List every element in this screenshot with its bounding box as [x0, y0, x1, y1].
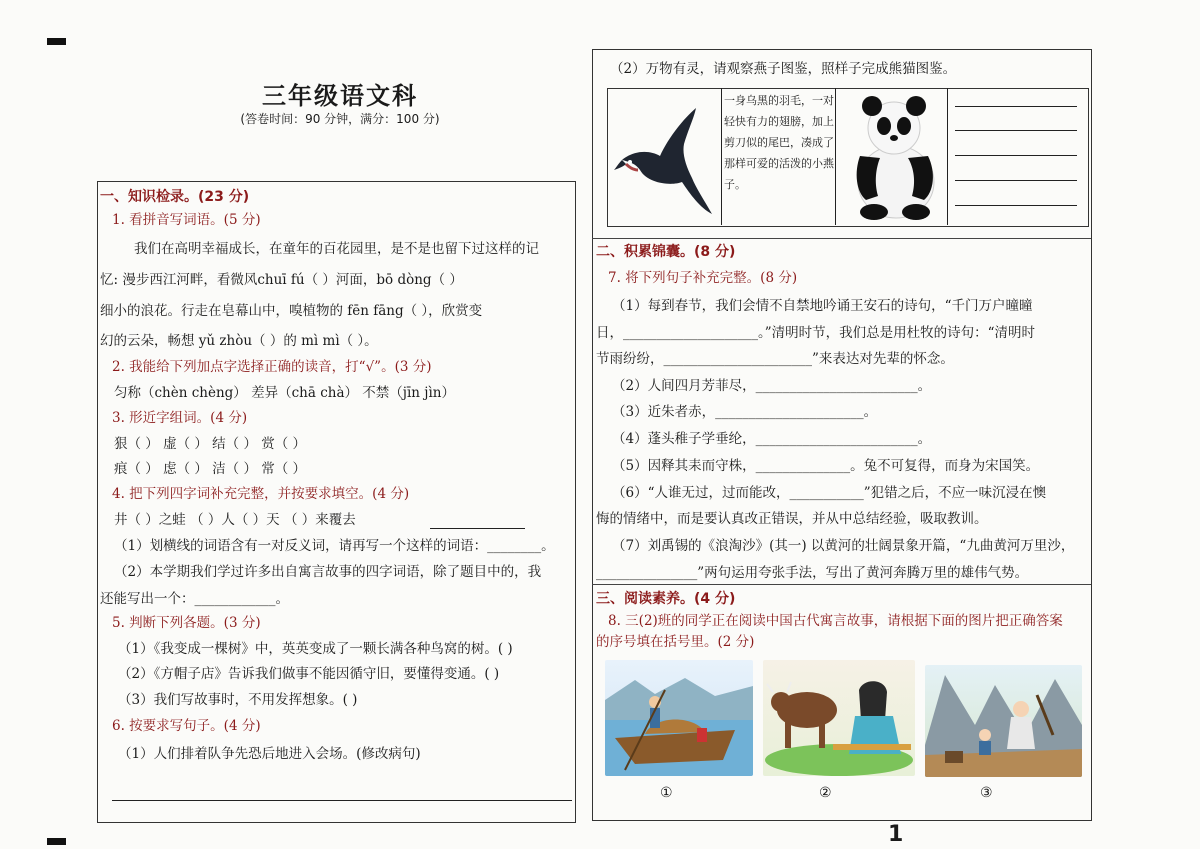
fable-image-ox: [763, 660, 915, 776]
q6-answer-line[interactable]: [112, 800, 572, 801]
q1-text-line: 我们在高明幸福成长，在童年的百花园里，是不是也留下过这样的记: [134, 241, 539, 257]
q7-line: 悔的情绪中，而是要认真改正错误，并从中总结经验，吸取教训。: [596, 511, 988, 527]
q7-line: （7）刘禹锡的《浪淘沙》(其一) 以黄河的壮阔景象开篇，“九曲黄河万里沙，: [612, 538, 1075, 554]
q4-title: 4. 把下列四字词补充完整，并按要求填空。(4 分): [112, 486, 410, 502]
q3-title: 3. 形近字组词。(4 分): [112, 410, 248, 426]
section2-title: 二、积累锦囊。(8 分): [596, 244, 736, 260]
q4-sub2-cont: 还能写出一个：____________。: [100, 591, 289, 607]
panda-image: [846, 92, 942, 222]
panda-answer-line[interactable]: [955, 130, 1077, 131]
q7-line: _______________”两句运用夸张手法，写出了黄河奔腾万里的雄伟气势。: [596, 565, 1029, 581]
q4-sub1: （1）划横线的词语含有一对反义词，请再写一个这样的词语：________。: [114, 538, 555, 554]
section-divider: [592, 238, 1091, 239]
q5-title: 5. 判断下列各题。(3 分): [112, 615, 261, 631]
section1-title: 一、知识检录。(23 分): [100, 189, 250, 205]
q7-line: 节雨纷纷，______________________”来表达对先辈的怀念。: [596, 351, 954, 367]
q4-sub2: （2）本学期我们学过许多出自寓言故事的四字词语，除了题目中的，我: [114, 564, 542, 580]
section3-title: 三、阅读素养。(4 分): [596, 591, 736, 607]
q2-options: 匀称（chèn chèng） 差异（chā chà） 不禁（jīn jìn）: [114, 385, 455, 401]
q1-text-line: 幻的云朵，畅想 yǔ zhòu（ ）的 mì mì（ ）。: [100, 333, 378, 349]
image-guide-intro: （2）万物有灵，请观察燕子图鉴，照样子完成熊猫图鉴。: [610, 61, 957, 77]
q8-line: 的序号填在括号里。(2 分): [596, 634, 755, 650]
q6-title: 6. 按要求写句子。(4 分): [112, 718, 261, 734]
q7-line: （4）蓬头稚子学垂纶，________________________。: [612, 431, 932, 447]
q7-line: （1）每到春节，我们会情不自禁地吟诵王安石的诗句，“千门万户曈曈: [612, 298, 1033, 314]
swallow-image: [612, 100, 718, 218]
q1-text-line: 细小的浪花。行走在皂幕山中，嗅植物的 fēn fāng（ ），欣赏变: [100, 303, 483, 319]
swallow-description: 一身乌黑的羽毛，一对轻快有力的翅膀，加上剪刀似的尾巴，凑成了那样可爱的活泼的小燕子。: [724, 94, 834, 191]
q7-line: 日，____________________。”清明时节，我们总是用杜牧的诗句：“清明时: [596, 325, 1036, 341]
q7-line: （5）因释其耒而守株，______________。兔不可复得，而身为宋国笑。: [612, 458, 1040, 474]
picture-label: ②: [819, 785, 832, 801]
fable-image-boat: [605, 660, 753, 776]
exam-subtitle: (答卷时间：90 分钟，满分：100 分): [240, 112, 440, 126]
panda-answer-line[interactable]: [955, 205, 1077, 206]
panda-answer-line[interactable]: [955, 155, 1077, 156]
picture-label: ③: [980, 785, 993, 801]
exam-title: 三年级语文科: [262, 81, 418, 110]
q3-row: 狠（ ） 虚（ ） 结（ ） 赏（ ）: [114, 436, 307, 452]
q5-item: （1）《我变成一棵树》中，英英变成了一颗长满各种鸟窝的树。( ): [118, 641, 513, 657]
q4-words: 井（ ）之蛙 （ ）人（ ）天 （ ）来覆去: [114, 512, 356, 528]
q1-text-line: 忆: 漫步西江河畔，看微风chuī fú（ ）河面，bō dòng（ ）: [100, 272, 463, 288]
q8-line: 8. 三(2)班的同学正在阅读中国古代寓言故事，请根据下面的图片把正确答案: [608, 613, 1063, 629]
q3-row: 痕（ ） 虑（ ） 洁（ ） 常（ ）: [114, 461, 307, 477]
panda-answer-line[interactable]: [955, 180, 1077, 181]
q6-sub1: （1）人们排着队争先恐后地进入会场。(修改病句): [118, 746, 421, 762]
picture-label: ①: [660, 785, 673, 801]
q7-line: （3）近朱者赤，______________________。: [612, 404, 878, 420]
fable-image-mountain: [925, 665, 1082, 777]
q5-item: （3）我们写故事时，不用发挥想象。( ): [118, 692, 358, 708]
q7-title: 7. 将下列句子补充完整。(8 分): [608, 270, 798, 286]
registration-mark-top: [47, 38, 66, 45]
section-divider: [592, 584, 1091, 585]
q1-title: 1. 看拼音写词语。(5 分): [112, 212, 261, 228]
panda-answer-line[interactable]: [955, 106, 1077, 107]
q2-title: 2. 我能给下列加点字选择正确的读音，打“√”。(3 分): [112, 359, 432, 375]
q5-item: （2）《方帽子店》告诉我们做事不能因循守旧，要懂得变通。( ): [118, 666, 500, 682]
page-number: 1: [888, 822, 904, 847]
registration-mark-bottom: [47, 838, 66, 845]
q7-line: （6）“人谁无过，过而能改，___________”犯错之后，不应一味沉浸在懊: [612, 485, 1047, 501]
q7-line: （2）人间四月芳菲尽，________________________。: [612, 378, 932, 394]
q4-underline-mark: [430, 528, 525, 529]
